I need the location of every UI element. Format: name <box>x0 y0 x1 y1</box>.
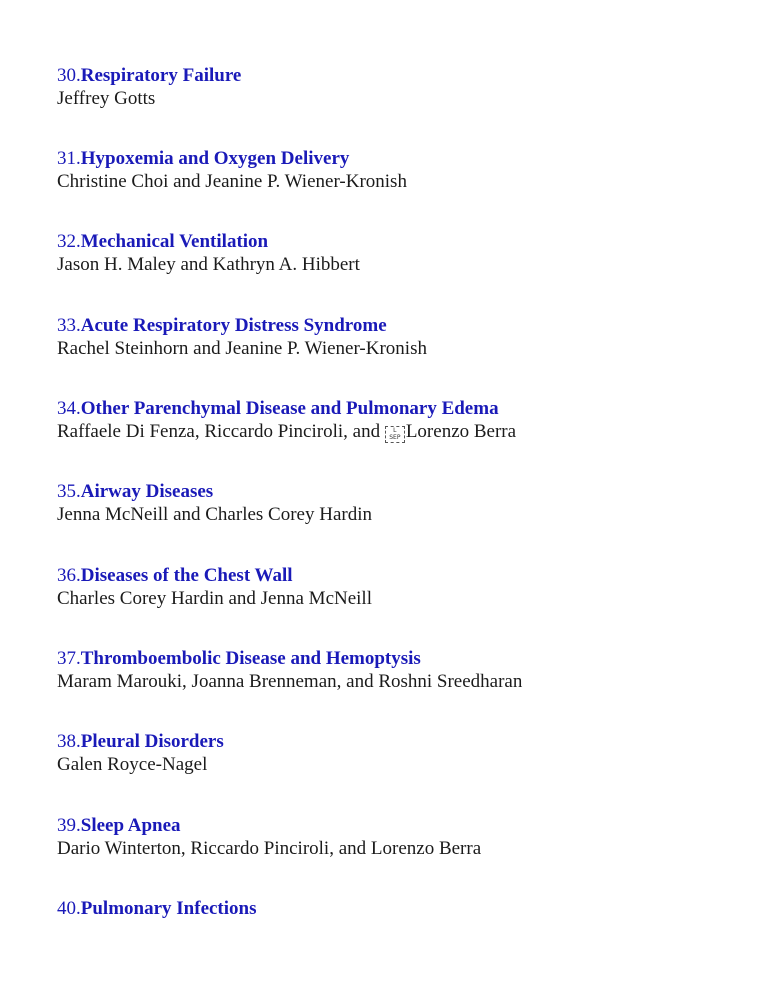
chapter-link-32[interactable] <box>57 230 757 253</box>
toc-entry-40 <box>57 897 757 920</box>
toc-entry-30 <box>57 64 757 110</box>
toc-entry-36 <box>57 564 757 610</box>
chapter-authors: Galen Royce-Nagel <box>57 754 208 775</box>
toc-entry-37 <box>57 647 757 693</box>
chapter-authors: Charles Corey Hardin and Jenna McNeill <box>57 588 372 609</box>
chapter-title: Mechanical Ventilation <box>80 231 269 252</box>
chapter-link-33[interactable] <box>57 314 757 337</box>
chapter-authors: Rachel Steinhorn and Jeanine P. Wiener-Kronish <box>57 338 427 359</box>
chapter-link-37[interactable] <box>57 647 757 670</box>
toc-entry-31 <box>57 147 757 193</box>
chapter-link-34[interactable] <box>57 397 757 420</box>
chapter-title: Respiratory Failure <box>80 65 242 86</box>
chapter-authors: Jeffrey Gotts <box>57 88 156 109</box>
chapter-link-36[interactable] <box>57 564 757 587</box>
chapter-number: 38. <box>57 731 81 752</box>
chapter-number: 30. <box>57 65 81 86</box>
chapter-title: Other Parenchymal Disease and Pulmonary Edema <box>80 398 499 419</box>
chapter-title: Sleep Apnea <box>80 815 181 836</box>
toc-entry-39 <box>57 814 757 860</box>
toc-entry-38 <box>57 730 757 776</box>
chapter-number: 34. <box>57 398 81 419</box>
chapter-link-35[interactable] <box>57 480 757 503</box>
chapter-number: 35. <box>57 481 81 502</box>
chapter-authors: Jenna McNeill and Charles Corey Hardin <box>57 504 372 525</box>
chapter-title: Acute Respiratory Distress Syndrome <box>80 315 387 336</box>
chapter-title: Thromboembolic Disease and Hemoptysis <box>80 648 421 669</box>
chapter-authors <box>57 420 757 443</box>
authors-text-after: Lorenzo Berra <box>405 421 517 442</box>
chapter-authors: Jason H. Maley and Kathryn A. Hibbert <box>57 254 360 275</box>
chapter-title: Pleural Disorders <box>80 731 224 752</box>
chapter-authors: Dario Winterton, Riccardo Pinciroli, and Lorenzo Berra <box>57 838 482 859</box>
separator-glyph-icon: L SEP <box>385 426 405 443</box>
chapter-link-38[interactable] <box>57 730 757 753</box>
chapter-number: 37. <box>57 648 81 669</box>
chapter-title: Airway Diseases <box>80 481 214 502</box>
chapter-title: Pulmonary Infections <box>80 898 257 919</box>
chapter-number: 40. <box>57 898 81 919</box>
chapter-number: 33. <box>57 315 81 336</box>
chapter-number: 31. <box>57 148 81 169</box>
chapter-link-30[interactable] <box>57 64 757 87</box>
toc-entry-32 <box>57 230 757 276</box>
chapter-number: 39. <box>57 815 81 836</box>
toc-entry-34 <box>57 397 757 443</box>
authors-text-before: Raffaele Di Fenza, Riccardo Pinciroli, and <box>57 421 385 442</box>
toc-entry-35 <box>57 480 757 526</box>
chapter-number: 36. <box>57 565 81 586</box>
chapter-link-31[interactable] <box>57 147 757 170</box>
chapter-authors: Maram Marouki, Joanna Brenneman, and Roshni Sreedharan <box>57 671 523 692</box>
chapter-number: 32. <box>57 231 81 252</box>
chapter-link-40[interactable] <box>57 897 757 920</box>
chapter-title: Hypoxemia and Oxygen Delivery <box>80 148 350 169</box>
chapter-link-39[interactable] <box>57 814 757 837</box>
toc-entry-33 <box>57 314 757 360</box>
chapter-authors: Christine Choi and Jeanine P. Wiener-Kronish <box>57 171 407 192</box>
chapter-title: Diseases of the Chest Wall <box>80 565 293 586</box>
